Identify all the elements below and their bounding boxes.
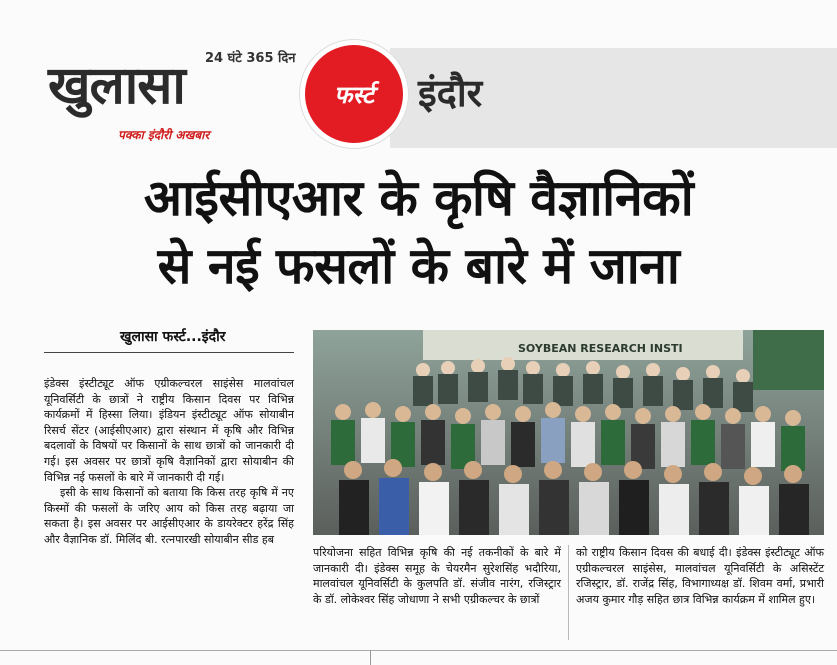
article-column-1: [44, 376, 294, 548]
first-logo: [305, 45, 403, 143]
article-column-2: [313, 545, 561, 607]
photo-banner-text: SOYBEAN RESEARCH INSTI: [518, 342, 683, 355]
masthead-tagline: 24 घंटे 365 दिन: [205, 51, 296, 66]
byline: खुलासा फर्स्ट...इंदौर: [120, 329, 226, 345]
group-photo: [313, 330, 824, 535]
edition-city: इंदौर: [418, 71, 483, 115]
article-headline: [0, 165, 837, 300]
byline-divider: [44, 352, 294, 353]
headline-line-2: से नई फसलों के बारे में जाना: [157, 236, 680, 295]
newspaper-subtitle: पक्का इंदौरी अखबार: [118, 128, 210, 142]
bottom-divider: [0, 650, 837, 651]
article-column-3: [576, 545, 824, 607]
logo-text: फर्स्ट: [334, 80, 374, 109]
column-divider: [568, 545, 569, 640]
masthead: [0, 0, 837, 150]
newspaper-brand: खुलासा: [48, 56, 185, 116]
article-paragraph: परियोजना सहित विभिन्न कृषि की नई तकनीकों के बारे में जानकारी दी। इंडेक्स समूह के चेयरमैन सुरेशसिंह भदौरिया, मालवांचल यूनिवर्सिटी के कुलपति डॉ. संजीव नारंग, रजिस्ट्रार के डॉ. लोकेश्वर सिंह जोधाणा ने सभी एग्रीकल्चर के छात्रों: [313, 546, 561, 606]
article-paragraph: को राष्ट्रीय किसान दिवस की बधाई दी। इंडेक्स इंस्टीट्यूट ऑफ एग्रीकल्चरल साइंसेस, मालवांचल यूनिवर्सिटी के असिस्टेंट रजिस्ट्रार, डॉ. राजेंद्र सिंह, विभागाध्यक्ष डॉ. शिवम वर्मा, प्रभारी अजय कुमार गौड़ सहित छात्र विभिन्न कार्यक्रम में शामिल हुए।: [576, 546, 824, 606]
bottom-divider-tick: [370, 650, 371, 665]
group-photo-illustration: [313, 330, 824, 535]
headline-line-1: आईसीएआर के कृषि वैज्ञानिकों: [143, 169, 694, 227]
article-paragraph: इंडेक्स इंस्टीट्यूट ऑफ एग्रीकल्चरल साइंसेस मालवांचल यूनिवर्सिटी के छात्रों ने राष्ट्रीय किसान दिवस पर विभिन्न कार्यक्रमों में हिस्सा लिया। इंडियन इंस्टीट्यूट ऑफ सोयाबीन रिसर्च सेंटर (आईसीएआर) द्वारा संस्थान में कृषि और विभिन्न बदलावों के विषयों पर किसानों के साथ छात्रों को जानकारी दी गई। इस अवसर पर छात्रों कृषि वैज्ञानिकों द्वारा सोयाबीन की विभिन्न नई फसलों के बारे में जानकारी दी गई।: [44, 377, 294, 484]
article-paragraph: इसी के साथ किसानों को बताया कि किस तरह कृषि में नए किस्मों की फसलों के जरिए आय को किस तरह बढ़ाया जा सकता है। इस अवसर पर आईसीएआर के डायरेक्टर हरेंद्र सिंह और वैज्ञानिक डॉ. मिलिंद बी. रत्नपारखी सोयाबीन सीड हब: [44, 486, 294, 546]
